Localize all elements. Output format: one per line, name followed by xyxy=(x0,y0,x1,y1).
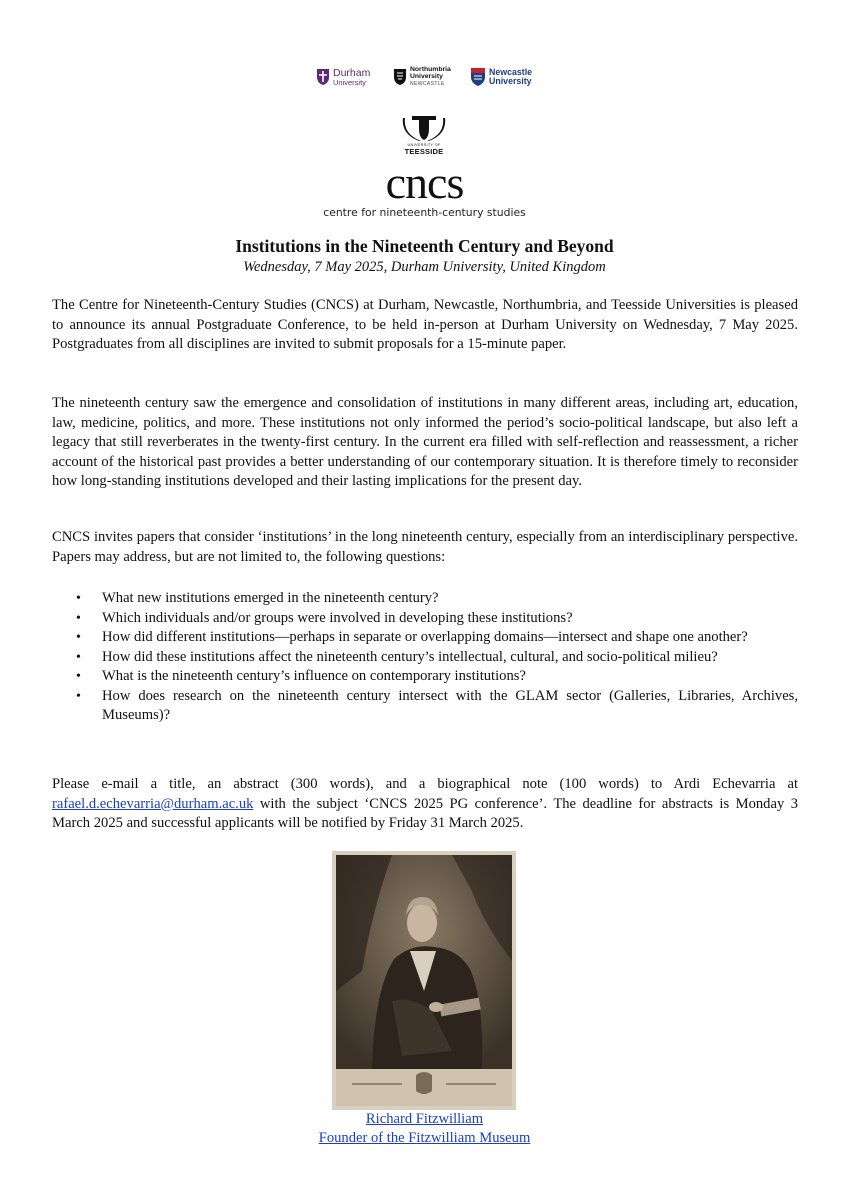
cncs-logo-subtitle: centre for nineteenth-century studies xyxy=(323,206,526,219)
durham-university-logo xyxy=(316,62,370,92)
contact-email-link[interactable]: rafael.d.echevarria@durham.ac.uk xyxy=(52,795,254,812)
paragraph-2: The nineteenth century saw the emergence and consolidation of institutions in many different areas, including art, education, law, medicine, politics, and more. These institutions not only informed the period’s socio-political landscape, but also left a legacy that still reverberates in the twenty-first century. In the current era filled with self-reflection and reassessment, a richer account of the historical past provides a better understanding of our contemporary situation. It is therefore timely to reconsider how long-standing institutions developed and their lasting implications for the present day. xyxy=(52,395,798,489)
northumbria-name: Northumbria xyxy=(410,66,451,74)
conference-title: Institutions in the Nineteenth Century and Beyond xyxy=(235,236,614,256)
submission-text-after: with the subject ‘CNCS 2025 PG conference’. The deadline for abstracts is Monday 3 March 2025 and successful applicants will be notified by Friday 31 March 2025. xyxy=(52,795,798,831)
portrait-caption-name xyxy=(0,1110,849,1130)
teesside-name: TEESSIDE xyxy=(404,147,444,156)
intro-paragraph xyxy=(52,296,798,374)
teesside-univ-text: UNIVERSITY OF xyxy=(407,143,441,147)
portrait-caption-description xyxy=(0,1129,849,1149)
invitation-paragraph xyxy=(52,528,798,587)
list-item: • What is the nineteenth century’s influence on contemporary institutions? xyxy=(52,667,798,687)
durham-shield-icon xyxy=(316,68,330,86)
northumbria-university-logo xyxy=(393,62,451,92)
conference-date-location: Wednesday, 7 May 2025, Durham University, United Kingdom xyxy=(243,259,606,275)
northumbria-crest-icon xyxy=(393,68,407,86)
portrait-engraving-image xyxy=(332,851,516,1110)
newcastle-name-2: University xyxy=(489,76,532,86)
list-item: • Which individuals and/or groups were involved in developing these institutions? xyxy=(52,609,798,629)
newcastle-shield-icon xyxy=(470,67,486,87)
durham-name: Durham xyxy=(333,67,371,79)
partner-logos xyxy=(0,62,849,94)
northumbria-name-2: University xyxy=(410,73,443,80)
portrait-description-link[interactable]: Founder of the Fitzwilliam Museum xyxy=(318,1130,531,1146)
submission-text-before: Please e-mail a title, an abstract (300 words), and a biographical note (100 words) to Ardi Echevarria at xyxy=(52,776,798,792)
paragraph-1: The Centre for Nineteenth-Century Studies (CNCS) at Durham, Newcastle, Northumbria, and Teesside Universities is pleased to announce its annual Postgraduate Conference, to be held in-person at Durham University on Wednesday, 7 May 2025. Postgraduates from all disciplines are invited to submit proposals for a 15-minute paper. xyxy=(52,297,798,352)
cncs-logo-mark: cncs xyxy=(385,157,464,208)
newcastle-name: Newcastle xyxy=(489,67,533,78)
submission-paragraph xyxy=(52,775,798,834)
context-paragraph xyxy=(52,394,798,511)
teesside-university-logo xyxy=(397,114,451,156)
durham-sub: University xyxy=(333,77,366,87)
paragraph-3: CNCS invites papers that consider ‘institutions’ in the long nineteenth century, especially from an interdisciplinary perspective. Papers may address, but are not limited to, the following questions: xyxy=(52,529,798,565)
list-item: • How does research on the nineteenth century intersect with the GLAM sector (Galleries, Libraries, Archives, Museums)? xyxy=(52,687,798,726)
newcastle-university-logo xyxy=(470,62,532,92)
list-item: • What new institutions emerged in the nineteenth century? xyxy=(52,589,798,609)
teesside-emblem-icon xyxy=(397,114,451,143)
northumbria-city: NEWCASTLE xyxy=(410,80,445,87)
list-item: • How did these institutions affect the nineteenth century’s intellectual, cultural, and socio-political milieu? xyxy=(52,648,798,668)
list-item: • How did different institutions—perhaps in separate or overlapping domains—intersect and shape one another? xyxy=(52,628,798,648)
portrait-name-link[interactable]: Richard Fitzwilliam xyxy=(365,1111,484,1127)
questions-list xyxy=(52,589,798,726)
